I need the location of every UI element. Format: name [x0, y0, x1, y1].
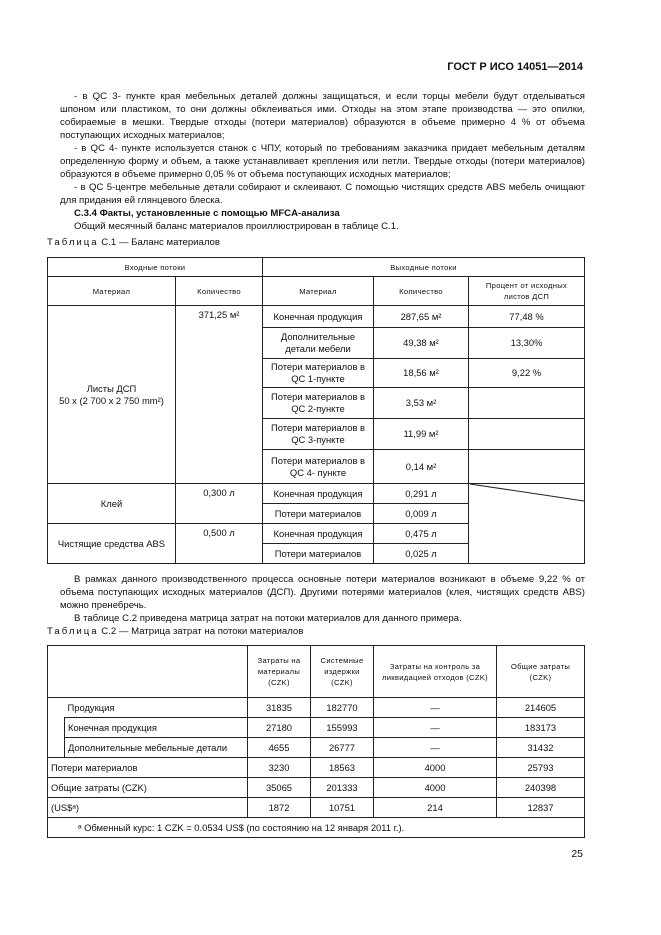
table-cell: 4000: [374, 758, 497, 778]
header-cell: Системные издержки (CZK): [311, 646, 374, 698]
table-cell: 27180: [248, 718, 311, 738]
indent-cell: [48, 718, 65, 758]
paragraph: - в QC 3- пункте края мебельных деталей должны защищаться, и если торцы мебели будут отделываться шпоном или пластиком, то они должны обклеиваться ими. Отходы на этом этапе производства — это опилки, собираемые в мешки. Твердые отходы (потери материалов) образуются в объеме примерно 4 % от объема поступающих исходных материалов;: [60, 91, 585, 141]
table-cell: 183173: [497, 718, 585, 738]
table-cell: 214: [374, 798, 497, 818]
header-cell: Общие затраты (CZK): [497, 646, 585, 698]
table-cell: 182770: [311, 698, 374, 718]
table-cell: Потери материалов: [263, 544, 374, 564]
table-cell: 9,22 %: [469, 359, 585, 388]
table-cell: 31432: [497, 738, 585, 758]
header-cell: Материал: [48, 277, 176, 306]
caption-prefix: Таблица: [47, 626, 99, 637]
header-cell: Входные потоки: [48, 258, 263, 277]
empty-cell: [469, 484, 585, 564]
table-cell: 1872: [248, 798, 311, 818]
table-cell: Конечная продукция: [263, 484, 374, 504]
table-cell: 201333: [311, 778, 374, 798]
table-cell: 18563: [311, 758, 374, 778]
table-cell: Чистящие средства ABS: [48, 524, 176, 564]
table1-caption: [47, 237, 220, 248]
paragraph: В рамках данного производственного процесса основные потери материалов возникают в объеме 9,22 % от объема поступающих исходных материалов (ДСП). Другими потерями материалов (клея, чистящих средств ABS) можно пренебречь.: [60, 574, 585, 611]
table-cell: [469, 450, 585, 484]
table-cell: —: [374, 698, 497, 718]
row-label: Продукция: [65, 698, 248, 718]
table-cell: 0,475 л: [374, 524, 469, 544]
table-cell: 0,009 л: [374, 504, 469, 524]
document-id: ГОСТ Р ИСО 14051—2014: [447, 61, 583, 73]
material-balance-table: [47, 257, 585, 564]
table-cell: Потери материалов в QC 1-пункте: [263, 359, 374, 388]
table-cell: 240398: [497, 778, 585, 798]
table-cell: 49,38 м²: [374, 328, 469, 359]
table-cell: 3,53 м²: [374, 388, 469, 419]
intro-text: [60, 90, 585, 233]
table-cell: Потери материалов в QC 3-пункте: [263, 419, 374, 450]
table-cell: 31835: [248, 698, 311, 718]
table-cell: 0,300 л: [176, 484, 263, 524]
table-cell: 77,48 %: [469, 306, 585, 328]
table-cell: Клей: [48, 484, 176, 524]
table-cell: Дополнительные детали мебели: [263, 328, 374, 359]
table-cell: 3230: [248, 758, 311, 778]
page-number: 25: [571, 848, 583, 860]
table-cell: 13,30%: [469, 328, 585, 359]
indent-cell: [48, 698, 65, 718]
table-cell: 0,14 м²: [374, 450, 469, 484]
paragraph: - в QC 4- пункте используется станок с ЧПУ, который по требованиям заказчика придает мебельным деталям определенную форму и объем, а также устанавливает крепления или петли. Твердые отходы (потери материалов) образуются в объеме примерно 0,05 % от объема поступающих исходных материалов;: [60, 143, 585, 180]
header-cell: Количество: [176, 277, 263, 306]
table-cell: Конечная продукция: [263, 524, 374, 544]
table-cell: 0,500 л: [176, 524, 263, 564]
table-cell: Конечная продукция: [263, 306, 374, 328]
cell-text: Листы ДСП: [86, 382, 137, 394]
table-cell: 26777: [311, 738, 374, 758]
table-cell: —: [374, 738, 497, 758]
paragraph: Общий месячный баланс материалов проиллюстрирован в таблице С.1.: [74, 221, 399, 232]
header-cell: Материал: [263, 277, 374, 306]
caption-text: С.2 — Матрица затрат на потоки материалов: [101, 626, 304, 637]
table-row: [48, 698, 585, 718]
table-footnote: ᵃ Обменный курс: 1 CZK = 0.0534 US$ (по состоянию на 12 января 2011 г.).: [48, 818, 585, 838]
empty-header-cell: [48, 646, 248, 698]
table-cell: 12837: [497, 798, 585, 818]
table-cell: Потери материалов в QC 2-пункте: [263, 388, 374, 419]
caption-prefix: Таблица: [47, 237, 99, 248]
table-cell: 10751: [311, 798, 374, 818]
table-cell: 11,99 м²: [374, 419, 469, 450]
table-cell: —: [374, 718, 497, 738]
table2-caption: [47, 626, 303, 637]
table-row: [48, 778, 585, 798]
table-cell: 4000: [374, 778, 497, 798]
table-cell: [469, 419, 585, 450]
table-cell: 214605: [497, 698, 585, 718]
row-label: Общие затраты (CZK): [48, 778, 248, 798]
row-label: Потери материалов: [48, 758, 248, 778]
caption-text: С.1 — Баланс материалов: [101, 237, 220, 248]
table-cell: [469, 388, 585, 419]
table-cell: 0,291 л: [374, 484, 469, 504]
mid-text: [60, 573, 585, 625]
table-cell: Потери материалов в QC 4- пункте: [263, 450, 374, 484]
table-cell: 25793: [497, 758, 585, 778]
section-heading: С.3.4 Факты, установленные с помощью MFCA-анализа: [74, 208, 340, 219]
table-cell: Потери материалов: [263, 504, 374, 524]
table-cell: 287,65 м²: [374, 306, 469, 328]
table-row: [48, 758, 585, 778]
row-label: Дополнительные мебельные детали: [65, 738, 248, 758]
table-cell: 0,025 л: [374, 544, 469, 564]
table-cell: 4655: [248, 738, 311, 758]
row-label: Конечная продукция: [65, 718, 248, 738]
header-cell: Выходные потоки: [263, 258, 585, 277]
cell-text: 50 x (2 700 x 2 750 mm²): [59, 394, 164, 406]
table-row: [48, 798, 585, 818]
paragraph: В таблице С.2 приведена матрица затрат на потоки материалов для данного примера.: [74, 613, 462, 624]
row-label: (US$ᵃ): [48, 798, 248, 818]
table-cell: [48, 306, 176, 484]
table-row: [48, 718, 585, 738]
header-cell: Затраты на контроль за ликвидацией отходов (CZK): [374, 646, 497, 698]
table-cell: 155993: [311, 718, 374, 738]
header-cell: Процент от исходных листов ДСП: [469, 277, 585, 306]
table-cell: 18,56 м²: [374, 359, 469, 388]
cost-matrix-table: [47, 645, 585, 838]
paragraph: - в QC 5-центре мебельные детали собирают и склеивают. С помощью чистящих средств ABS мебель очищают для придания ей глянцевого блеска.: [60, 182, 585, 206]
header-cell: Количество: [374, 277, 469, 306]
table-row: [48, 738, 585, 758]
table-cell: 371,25 м²: [176, 306, 263, 484]
table-cell: 35065: [248, 778, 311, 798]
header-cell: Затраты на материалы (CZK): [248, 646, 311, 698]
